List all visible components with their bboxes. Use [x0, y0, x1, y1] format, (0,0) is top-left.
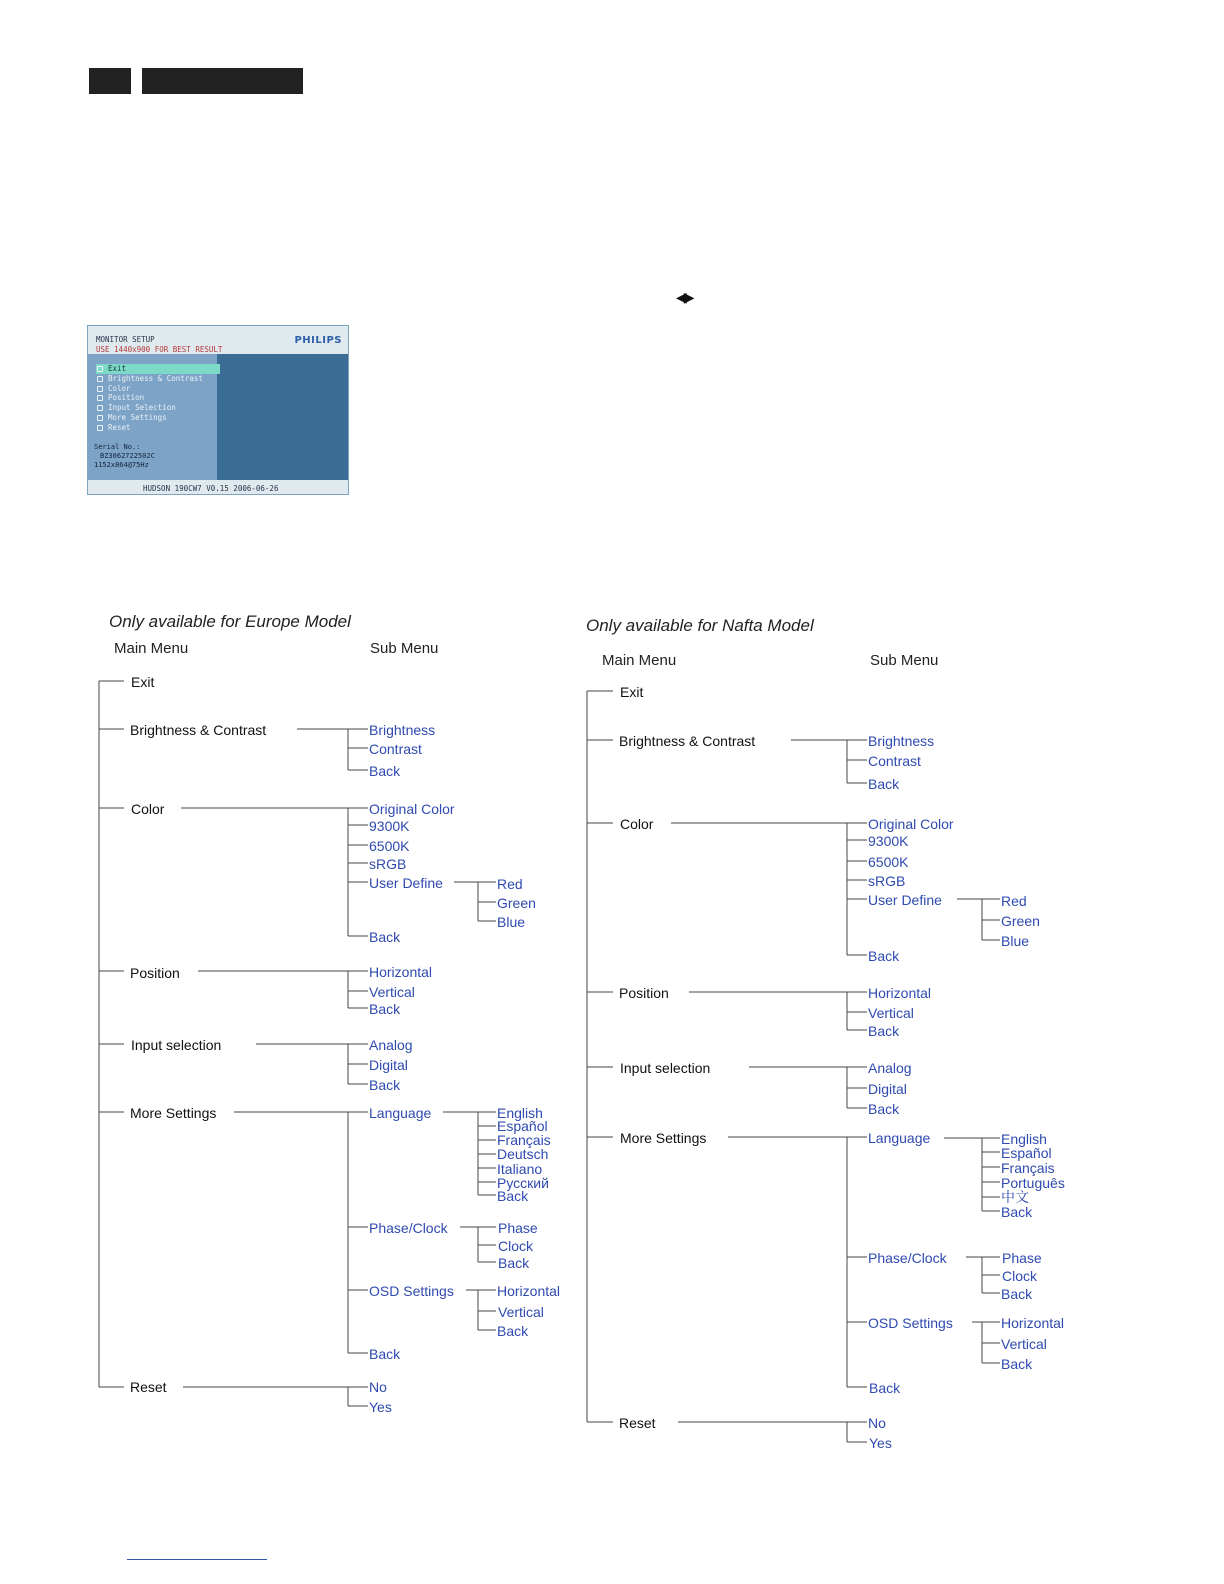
europe-tert-clock: Clock: [498, 1238, 534, 1254]
europe-lang-russian: Русский: [497, 1175, 549, 1191]
nafta-sub-osd-settings: OSD Settings: [868, 1315, 953, 1331]
nafta-sub-analog: Analog: [868, 1060, 912, 1076]
europe-sub-back: Back: [369, 763, 401, 779]
europe-lang-italiano: Italiano: [497, 1161, 543, 1177]
europe-main-brightness-contrast: Brightness & Contrast: [130, 722, 267, 738]
nafta-tert-red: Red: [1001, 893, 1027, 909]
nafta-tert-green: Green: [1001, 913, 1040, 929]
osd-menu-item[interactable]: Color: [96, 384, 220, 394]
europe-sub-back: Back: [369, 1077, 401, 1093]
europe-sub-vertical: Vertical: [369, 984, 415, 1000]
osd-serial-value: BZ3062722502C: [100, 452, 155, 460]
nafta-sub-language: Language: [868, 1130, 931, 1146]
europe-tert-phase: Phase: [498, 1220, 538, 1236]
nafta-tert-phase: Phase: [1002, 1250, 1042, 1266]
nafta-sub-brightness: Brightness: [868, 733, 935, 749]
europe-lang-francais: Français: [497, 1132, 551, 1148]
osd-title: MONITOR SETUP: [96, 335, 155, 344]
nafta-sub-horizontal: Horizontal: [868, 985, 932, 1001]
nafta-main-color: Color: [620, 816, 654, 832]
europe-sub-contrast: Contrast: [369, 741, 422, 757]
europe-lang-english: English: [497, 1105, 543, 1121]
europe-sub-phase-clock: Phase/Clock: [369, 1220, 448, 1236]
europe-sub-analog: Analog: [369, 1037, 413, 1053]
osd-menu-item[interactable]: Exit: [96, 364, 220, 374]
osd-brand-logo: PHILIPS: [294, 335, 342, 346]
europe-sub-6500k: 6500K: [369, 838, 410, 854]
osd-menu-item[interactable]: Reset: [96, 423, 220, 433]
nafta-sub-6500k: 6500K: [868, 854, 909, 870]
nafta-tert-clock: Clock: [1002, 1268, 1038, 1284]
europe-tert-back: Back: [497, 1323, 529, 1339]
europe-sub-original-color: Original Color: [369, 801, 455, 817]
nafta-sub-phase-clock: Phase/Clock: [868, 1250, 947, 1266]
europe-tert-back: Back: [498, 1255, 530, 1271]
europe-main-more-settings: More Settings: [130, 1105, 217, 1121]
europe-tert-green: Green: [497, 895, 536, 911]
nafta-lang-english: English: [1001, 1131, 1047, 1147]
nafta-sub-back: Back: [869, 1380, 901, 1396]
nafta-lang-back: Back: [1001, 1204, 1033, 1220]
nafta-tert-blue: Blue: [1001, 933, 1030, 949]
osd-serial-label: Serial No.:: [94, 443, 141, 451]
europe-lang-back: Back: [497, 1188, 529, 1204]
nafta-sub-back: Back: [868, 948, 900, 964]
europe-sub-srgb: sRGB: [369, 856, 407, 872]
europe-sub-no: No: [369, 1379, 387, 1395]
europe-sub-back: Back: [369, 929, 401, 945]
nafta-main-exit: Exit: [620, 684, 644, 700]
europe-lang-deutsch: Deutsch: [497, 1146, 549, 1162]
europe-sub-menu-heading: Sub Menu: [370, 640, 439, 657]
europe-main-exit: Exit: [131, 674, 155, 690]
nafta-sub-digital: Digital: [868, 1081, 907, 1097]
europe-main-input-selection: Input selection: [131, 1037, 222, 1053]
nafta-main-reset: Reset: [619, 1415, 656, 1431]
nafta-sub-back: Back: [868, 1101, 900, 1117]
nafta-sub-menu-heading: Sub Menu: [870, 652, 939, 669]
nafta-sub-srgb: sRGB: [868, 873, 906, 889]
nafta-sub-no: No: [868, 1415, 886, 1431]
osd-menu-item[interactable]: Position: [96, 393, 220, 403]
nafta-tert-back: Back: [1001, 1286, 1033, 1302]
nafta-tert-horizontal: Horizontal: [1001, 1315, 1065, 1331]
nafta-main-position: Position: [619, 985, 669, 1001]
nafta-tert-vertical: Vertical: [1001, 1336, 1047, 1352]
nafta-sub-9300k: 9300K: [868, 833, 909, 849]
europe-sub-digital: Digital: [369, 1057, 408, 1073]
nafta-main-brightness-contrast: Brightness & Contrast: [619, 733, 756, 749]
nafta-lang-chinese: 中文: [1001, 1190, 1029, 1206]
osd-menu-item[interactable]: More Settings: [96, 413, 220, 423]
nafta-diagram-title: Only available for Nafta Model: [586, 616, 814, 635]
nafta-tert-back: Back: [1001, 1356, 1033, 1372]
nafta-lang-portugues: Português: [1001, 1175, 1065, 1191]
osd-menu-item[interactable]: Input Selection: [96, 403, 220, 413]
nafta-lang-francais: Français: [1001, 1160, 1055, 1176]
osd-version: HUDSON 190CW7 V0.15 2006-06-26: [143, 484, 279, 493]
europe-sub-osd-settings: OSD Settings: [369, 1283, 454, 1299]
europe-sub-horizontal: Horizontal: [369, 964, 433, 980]
footer-link-underline: [127, 1559, 267, 1560]
nafta-sub-back: Back: [868, 1023, 900, 1039]
nafta-sub-vertical: Vertical: [868, 1005, 914, 1021]
nafta-main-input-selection: Input selection: [620, 1060, 711, 1076]
europe-sub-back: Back: [369, 1346, 401, 1362]
nafta-main-more-settings: More Settings: [620, 1130, 707, 1146]
osd-timing: 1152x864@75Hz: [94, 461, 149, 469]
europe-sub-user-define: User Define: [369, 875, 443, 891]
nafta-sub-contrast: Contrast: [868, 753, 921, 769]
nafta-main-menu-heading: Main Menu: [602, 652, 677, 669]
europe-main-position: Position: [130, 965, 180, 981]
europe-sub-language: Language: [369, 1105, 432, 1121]
europe-lang-espanol: Español: [497, 1118, 548, 1134]
nafta-sub-back: Back: [868, 776, 900, 792]
europe-tert-horizontal: Horizontal: [497, 1283, 561, 1299]
europe-sub-9300k: 9300K: [369, 818, 410, 834]
europe-sub-yes: Yes: [369, 1399, 392, 1415]
nafta-sub-user-define: User Define: [868, 892, 942, 908]
nafta-sub-yes: Yes: [869, 1435, 892, 1451]
europe-main-menu-heading: Main Menu: [114, 640, 189, 657]
osd-menu-item[interactable]: Brightness & Contrast: [96, 374, 220, 384]
europe-main-reset: Reset: [130, 1379, 167, 1395]
europe-diagram-title: Only available for Europe Model: [109, 612, 351, 631]
osd-warning: USE 1440x900 FOR BEST RESULT: [96, 345, 223, 354]
europe-sub-back: Back: [369, 1001, 401, 1017]
europe-sub-brightness: Brightness: [369, 722, 436, 738]
europe-tert-vertical: Vertical: [498, 1304, 544, 1320]
europe-tert-red: Red: [497, 876, 523, 892]
europe-tert-blue: Blue: [497, 914, 526, 930]
left-right-arrows-icon: ◀▶: [676, 290, 692, 306]
europe-main-color: Color: [131, 801, 165, 817]
nafta-lang-espanol: Español: [1001, 1145, 1052, 1161]
nafta-sub-original-color: Original Color: [868, 816, 954, 832]
